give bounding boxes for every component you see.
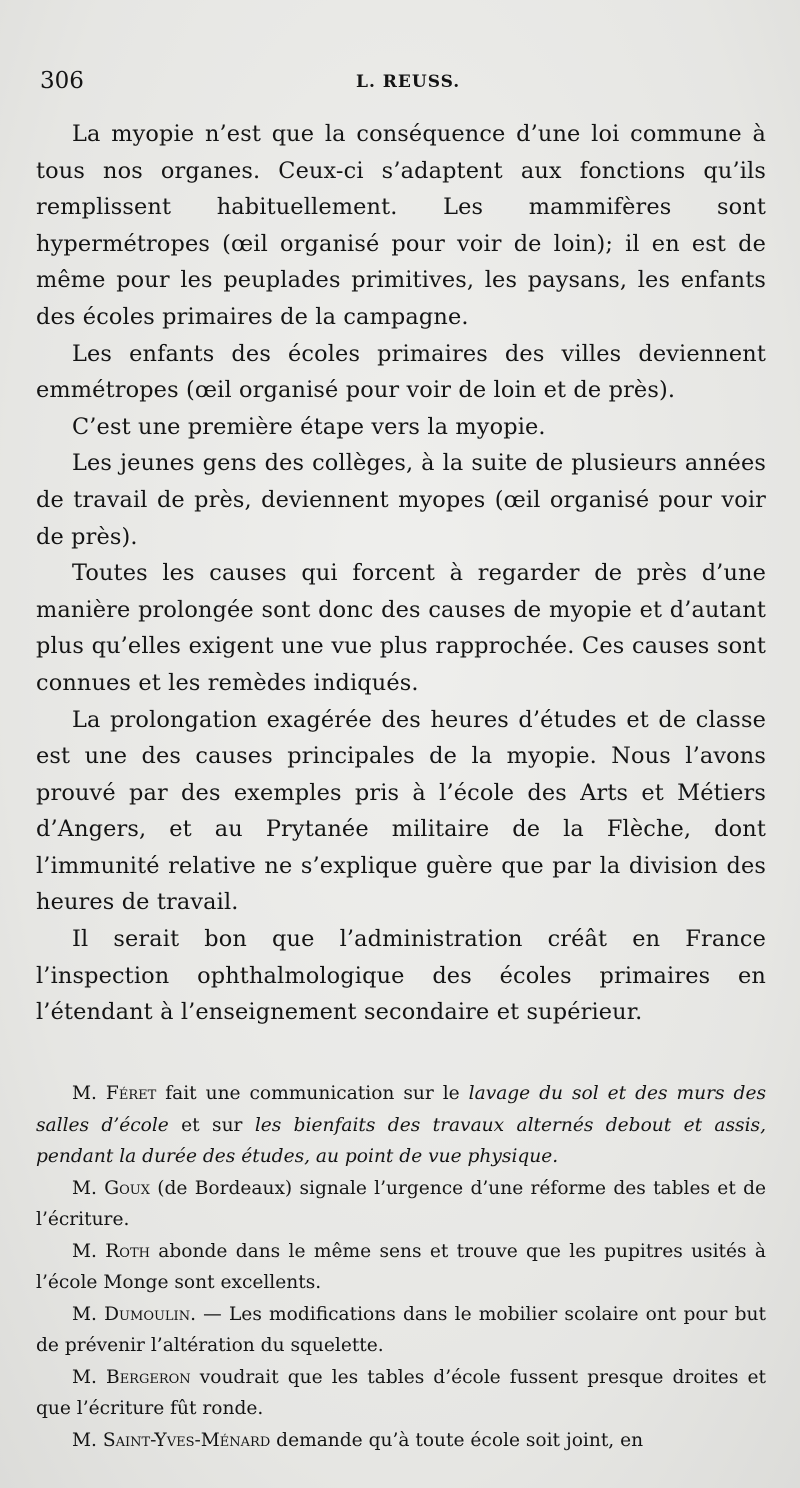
entry-text: et sur [168, 1114, 255, 1136]
discussion-entry [36, 1425, 766, 1457]
discussion-entry [36, 1173, 766, 1236]
entry-text: voudrait que les tables d’école fussent presque droites et que l’écriture fût ronde. [36, 1366, 766, 1419]
discussion-section [36, 1078, 766, 1456]
page-number: 306 [40, 68, 84, 94]
speaker-name: Saint-Yves-Ménard [102, 1429, 271, 1451]
speaker-prefix: M. [72, 1177, 105, 1199]
paragraph: Toutes les causes qui forcent à regarder de près d’une manière prolongée sont donc des causes de myopie et d’autant plus qu’elles exigent une vue plus rapprochée. Ces causes sont connues et les remèdes indiqués. [36, 560, 766, 696]
speaker-prefix: M. [72, 1083, 106, 1104]
discussion-entry [36, 1299, 766, 1362]
entry-italic-text: les bienfaits des travaux alternés debout et assis, pendant la durée des études, au point de vue physique. [36, 1114, 766, 1167]
speaker-name: Féret [105, 1083, 157, 1104]
speaker-prefix: M. [72, 1240, 106, 1262]
page-header [38, 68, 768, 102]
paragraph: Les jeunes gens des collèges, à la suite de plusieurs années de travail de près, deviennent myopes (œil organisé pour voir de près). [36, 450, 766, 550]
paragraph: La myopie n’est que la conséquence d’une loi commune à tous nos organes. Ceux-ci s’adaptent aux fonctions qu’ils remplissent habituellement. Les mammifères sont hypermétropes (œil organisé pour voir de loin); il en est de même pour les peuplades primitives, les paysans, les enfants des écoles primaires de la campagne. [36, 121, 766, 330]
entry-text: demande qu’à toute école soit joint, en [270, 1429, 644, 1451]
entry-text: abonde dans le même sens et trouve que les pupitres usités à l’école Monge sont excellents. [36, 1240, 766, 1293]
paragraph: C’est une première étape vers la myopie. [72, 413, 546, 440]
speaker-name: Bergeron [106, 1366, 191, 1388]
speaker-prefix: M. [72, 1429, 103, 1451]
paragraph: La prolongation exagérée des heures d’études et de classe est une des causes principales de la myopie. Nous l’avons prouvé par des exemples pris à l’école des Arts et Métiers d’Angers, et au Prytanée militaire de la Flèche, dont l’immunité relative ne s’explique guère que par la division des heures de travail. [36, 706, 766, 916]
entry-italic-text: lavage du sol et des murs des salles d’école [36, 1083, 766, 1136]
speaker-prefix: M. [72, 1366, 107, 1388]
discussion-entry [36, 1078, 766, 1173]
speaker-name: Dumoulin [104, 1303, 191, 1325]
speaker-prefix: M. [72, 1303, 105, 1325]
speaker-name: Goux [104, 1177, 150, 1199]
paragraph: Il serait bon que l’administration créât en France l’inspection ophthalmologique des écoles primaires en l’étendant à l’enseignement secondaire et supérieur. [36, 926, 766, 1026]
discussion-entry [36, 1236, 766, 1299]
discussion-entry [36, 1362, 766, 1425]
paragraph: Les enfants des écoles primaires des villes deviennent emmétropes (œil organisé pour voir de loin et de près). [36, 340, 766, 404]
entry-text: (de Bordeaux) signale l’urgence d’une réforme des tables et de l’écriture. [36, 1177, 766, 1230]
entry-text: . — Les modifications dans le mobilier scolaire ont pour but de prévenir l’altération du squelette. [36, 1303, 766, 1356]
speaker-name: Roth [105, 1240, 150, 1262]
entry-text: fait une communication sur le [156, 1083, 469, 1104]
running-head: L. REUSS. [356, 72, 461, 92]
body-text [36, 116, 766, 1031]
